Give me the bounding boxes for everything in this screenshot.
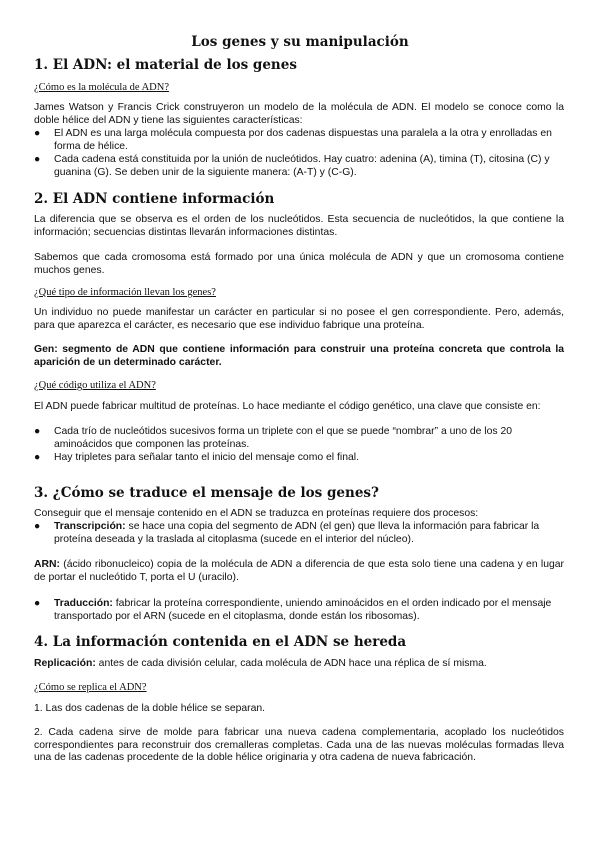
list-item [34,154,564,179]
arn-text: (ácido ribonucleico) copia de la molécula de ADN a diferencia de que esta solo tiene una cadena y en lugar de portar el nucleótido T, porta el U (uracilo). [34,559,564,583]
section-2-subheading-1: ¿Qué tipo de información llevan los genes? [34,287,216,298]
bullet-icon: ● [34,452,41,463]
list-item-text [54,521,564,546]
bullet-icon: ● [34,128,41,139]
transcription-text: se hace una copia del segmento de ADN (el gen) que lleva la información para fabricar la proteína deseada y la traslada al citoplasma (sucede en el interior del núcleo). [54,521,540,545]
bullet-icon: ● [34,154,41,165]
replication-text: antes de cada división celular, cada molécula de ADN hace una réplica de sí misma. [98,658,487,669]
bullet-icon: ● [34,426,41,437]
section-4-heading: 4. La información contenida en el ADN se hereda [34,634,407,650]
arn-label: ARN: [34,559,60,570]
section-2-subheading-2: ¿Qué código utiliza el ADN? [34,380,156,391]
bullet-icon: ● [34,598,41,609]
replication-label: Replicación: [34,658,96,669]
section-2-heading: 2. El ADN contiene información [34,191,275,207]
document-title: Los genes y su manipulación [191,34,409,50]
section-1-heading: 1. El ADN: el material de los genes [34,57,297,73]
list-item-text: Hay tripletes para señalar tanto el inicio del mensaje como el final. [54,452,359,463]
section-2-paragraph-1: La diferencia que se observa es el orden de los nucleótidos. Esta secuencia de nucleótidos, la que contiene la información; secuencias distintas llevarán informaciones distintas. [34,214,564,238]
section-2-paragraph-3: Un individuo no puede manifestar un carácter en particular si no posee el gen correspondiente. Pero, además, para que aparezca el carácter, es necesario que ese individuo fabrique una proteína. [34,307,564,331]
section-1-subheading: ¿Cómo es la molécula de ADN? [34,82,170,93]
section-3-heading: 3. ¿Cómo se traduce el mensaje de los genes? [34,485,379,501]
list-item-text: Cada cadena está constituida por la unión de nucleótidos. Hay cuatro: adenina (A), timina (T), citosina (C) y guanina (G). Se deben unir de la siguiente manera: (A-T) y (C-G). [54,154,550,178]
list-item [34,598,564,623]
section-4-subheading: ¿Cómo se replica el ADN? [34,682,147,693]
list-item [34,521,564,546]
list-item [34,426,564,451]
section-1-paragraph: James Watson y Francis Crick construyeron un modelo de la molécula de ADN. El modelo se conoce como la doble hélice del ADN y tiene las siguientes características: [34,102,564,126]
replication-paragraph [34,658,564,671]
replication-step-1: 1. Las dos cadenas de la doble hélice se separan. [34,703,266,714]
arn-paragraph [34,559,564,584]
section-3-paragraph: Conseguir que el mensaje contenido en el ADN se traduzca en proteínas requiere dos procesos: [34,508,479,519]
translation-text: fabricar la proteína correspondiente, uniendo aminoácidos en el orden indicado por el mensaje transportado por el ARN (sucede en el citoplasma, donde están los ribosomas). [54,598,552,622]
list-item [34,128,564,153]
replication-step-2: 2. Cada cadena sirve de molde para fabricar una nueva cadena complementaria, acoplado los nucleótidos correspondientes para reconstruir dos cremalleras completas. Cada una de las nuevas moléculas formadas lleva una de las cadenas procedente de la doble hélice originaria y otra cadena de nueva fabricación. [34,727,564,764]
gene-definition: Gen: segmento de ADN que contiene información para construir una proteína concreta que controla la aparición de un determinado carácter. [34,344,564,368]
transcription-label: Transcripción: [54,521,126,532]
bullet-icon: ● [34,521,41,532]
translation-label: Traducción: [54,598,113,609]
section-2-paragraph-4: El ADN puede fabricar multitud de proteínas. Lo hace mediante el código genético, una clave que consiste en: [34,401,541,412]
section-2-paragraph-2: Sabemos que cada cromosoma está formado por una única molécula de ADN y que un cromosoma contiene muchos genes. [34,252,564,276]
list-item-text [54,598,564,623]
list-item-text: El ADN es una larga molécula compuesta por dos cadenas dispuestas una paralela a la otra y enrolladas en forma de hélice. [54,128,552,152]
list-item-text: Cada trío de nucleótidos sucesivos forma un triplete con el que se puede “nombrar” a uno de los 20 aminoácidos que componen las proteínas. [54,426,513,450]
list-item [34,452,564,465]
